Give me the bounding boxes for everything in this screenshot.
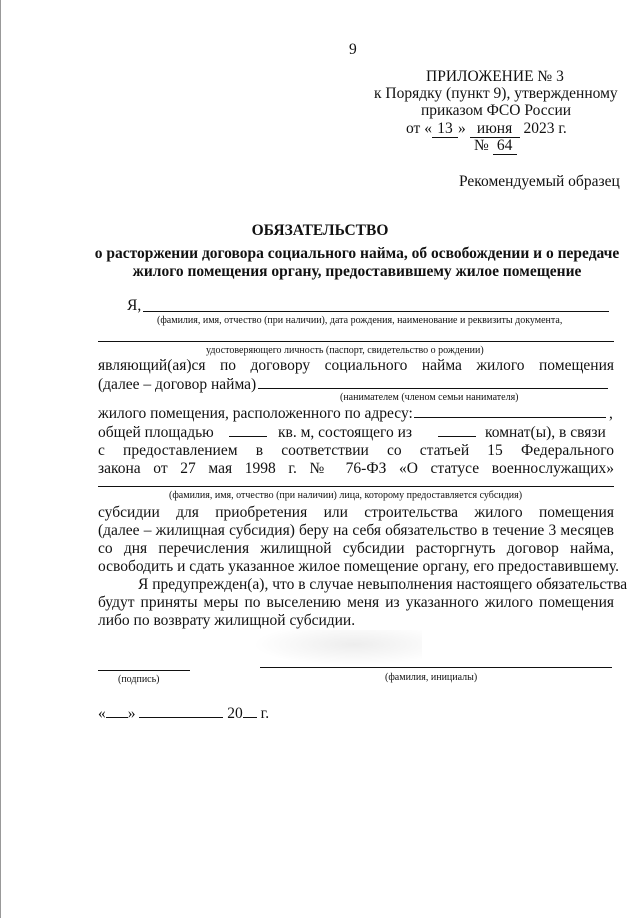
name-field-line[interactable] [260,667,612,668]
signature-field-line[interactable] [98,670,190,671]
recommended-sample: Рекомендуемый образец [459,173,620,190]
signature-hint: (подпись) [118,674,160,685]
text-line-m: либо по возврату жилищной субсидии. [98,612,356,629]
ya-label: Я, [127,297,142,314]
footer-day-field[interactable] [106,717,128,718]
text-line-k: Я предупрежден(а), что в случае невыполнения настоящего обязательства [138,576,628,593]
appendix-order-ref: к Порядку (пункт 9), утвержденному [374,85,618,102]
text-line-a: являющий(ая)ся по договору социального найма жилого помещения [98,357,614,374]
id-hint: удостоверяющего личность (паспорт, свидетельство о рождении) [206,345,484,356]
footer-year-prefix: 20 [227,705,243,722]
date-year: 2023 г. [523,120,567,137]
scan-smudge [252,630,422,666]
appendix-order-authority: приказом ФСО России [421,102,572,119]
appendix-title: ПРИЛОЖЕНИЕ № 3 [426,68,564,85]
fio-field-line[interactable] [143,311,609,312]
text-line-g: субсидии для приобретения или строительства жилого помещения [98,504,614,521]
date-month: июня [470,121,520,138]
appendix-number [474,136,517,155]
tenant-field-line[interactable] [258,388,608,389]
text-line-d1: общей площадью [98,424,214,441]
page-number: 9 [349,41,357,58]
footer-date-close: » [127,705,136,722]
number-value: 64 [493,138,517,155]
text-line-c-end: , [609,405,613,422]
footer-date [98,704,269,723]
text-line-i: со дня перечисления жилищной субсидии расторгнуть договор найма, [98,540,614,557]
tenant-hint: (нанимателем (членом семьи нанимателя) [340,392,519,403]
text-line-d2: кв. м, состоящего из [278,424,413,441]
text-line-d3: комнат(ы), в связи [485,424,606,441]
footer-date-open: « [98,705,106,722]
area-field-line[interactable] [229,436,267,437]
text-line-b: (далее – договор найма) [98,376,257,393]
number-prefix: № [474,137,489,154]
subsidy-hint: (фамилия, имя, отчество (при наличии) лица, которому предоставляется субсидия) [169,490,523,501]
text-line-f: закона от 27 мая 1998 г. № 76-ФЗ «О статусе военнослужащих» [98,460,614,477]
text-line-h: (далее – жилищная субсидия) беру на себя обязательство в течение 3 месяцев [98,522,614,539]
footer-month-field[interactable] [139,717,223,718]
document-subtitle-1: о расторжении договора социального найма, об освобождении и о передаче [94,245,620,262]
address-field-line[interactable] [414,417,606,418]
name-hint: (фамилия, инициалы) [385,672,478,683]
date-prefix: от « [406,120,432,137]
document-subtitle-2: жилого помещения органу, предоставившему жилое помещение [132,263,582,280]
id-field-line[interactable] [98,341,614,342]
rooms-field-line[interactable] [438,436,476,437]
text-line-l: будут приняты меры по выселению меня из указанного жилого помещения [98,594,614,611]
date-mid: » [457,120,466,137]
footer-year-suffix: г. [260,705,270,722]
subsidy-person-field-line[interactable] [98,486,614,487]
document-title: ОБЯЗАТЕЛЬСТВО [251,222,389,239]
date-day: 13 [432,121,458,138]
fio-hint: (фамилия, имя, отчество (при наличии), дата рождения, наименование и реквизиты документа, [157,315,563,326]
text-line-c: жилого помещения, расположенного по адресу: [98,405,413,422]
footer-year-field[interactable] [243,717,257,718]
text-line-e: с предоставлением в соответствии со статьей 15 Федерального [98,442,614,459]
text-line-j: освободить и сдать указанное жилое помещение органу, его предоставившему. [98,558,619,575]
